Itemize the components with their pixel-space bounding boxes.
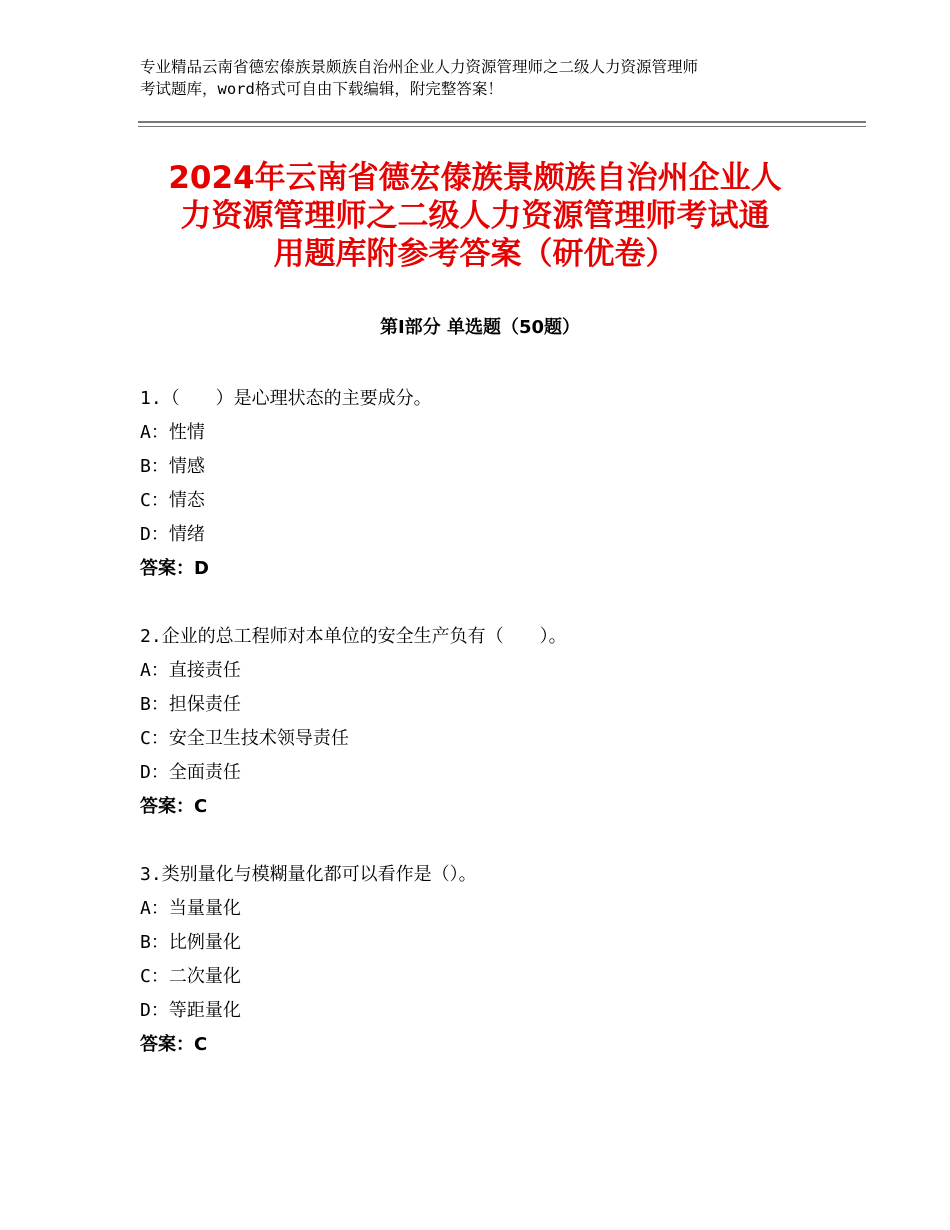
title-line-1: 2024年云南省德宏傣族景颇族自治州企业人 <box>168 160 782 196</box>
section-heading: 第Ⅰ部分 单选题（50题） <box>379 317 580 338</box>
option-a: A：性情 <box>140 422 205 443</box>
header-note-line-1: 专业精品云南省德宏傣族景颇族自治州企业人力资源管理师之二级人力资源管理师 <box>140 58 699 76</box>
answer: 答案：D <box>140 558 209 579</box>
title-line-3: 用题库附参考答案（研优卷） <box>273 236 677 272</box>
question-1 <box>140 382 840 586</box>
option-b: B：情感 <box>140 456 205 477</box>
header-note <box>140 56 820 100</box>
header-divider-thick <box>138 121 866 123</box>
question-2 <box>140 620 840 824</box>
title-line-2: 力资源管理师之二级人力资源管理师考试通 <box>180 198 770 234</box>
question-stem: 3.类别量化与模糊量化都可以看作是（）。 <box>140 864 477 885</box>
question-3 <box>140 858 840 1062</box>
option-c: C：情态 <box>140 490 205 511</box>
option-a: A：直接责任 <box>140 660 241 681</box>
option-d: D：全面责任 <box>140 762 241 783</box>
option-c: C：安全卫生技术领导责任 <box>140 728 349 749</box>
option-b: B：担保责任 <box>140 694 241 715</box>
question-stem: 2.企业的总工程师对本单位的安全生产负有（ ）。 <box>140 626 567 647</box>
answer: 答案：C <box>140 1034 208 1055</box>
header-note-line-2: 考试题库，word格式可自由下载编辑，附完整答案！ <box>140 80 503 98</box>
answer: 答案：C <box>140 796 208 817</box>
question-stem: 1.（ ）是心理状态的主要成分。 <box>140 388 432 409</box>
option-b: B：比例量化 <box>140 932 241 953</box>
document-title <box>120 159 830 273</box>
question-list <box>140 382 840 1096</box>
option-d: D：等距量化 <box>140 1000 241 1021</box>
option-c: C：二次量化 <box>140 966 241 987</box>
header-divider-thin <box>138 126 866 127</box>
option-a: A：当量量化 <box>140 898 241 919</box>
option-d: D：情绪 <box>140 524 205 545</box>
